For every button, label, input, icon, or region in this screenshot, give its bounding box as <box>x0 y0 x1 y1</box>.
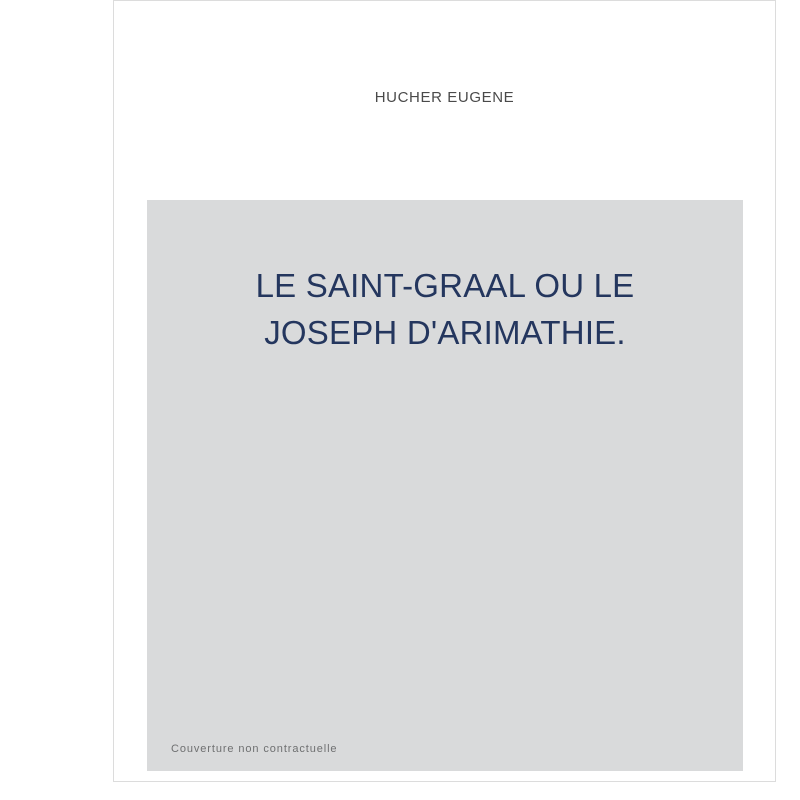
cover-sheet <box>113 0 776 782</box>
cover-disclaimer: Couverture non contractuelle <box>171 743 338 755</box>
author-name: HUCHER EUGENE <box>374 89 515 106</box>
book-title-line-1: LE SAINT-GRAAL OU LE <box>255 267 635 304</box>
book-title <box>147 262 743 356</box>
title-panel <box>147 200 743 771</box>
book-title-line-2: JOSEPH D'ARIMATHIE. <box>264 314 626 351</box>
